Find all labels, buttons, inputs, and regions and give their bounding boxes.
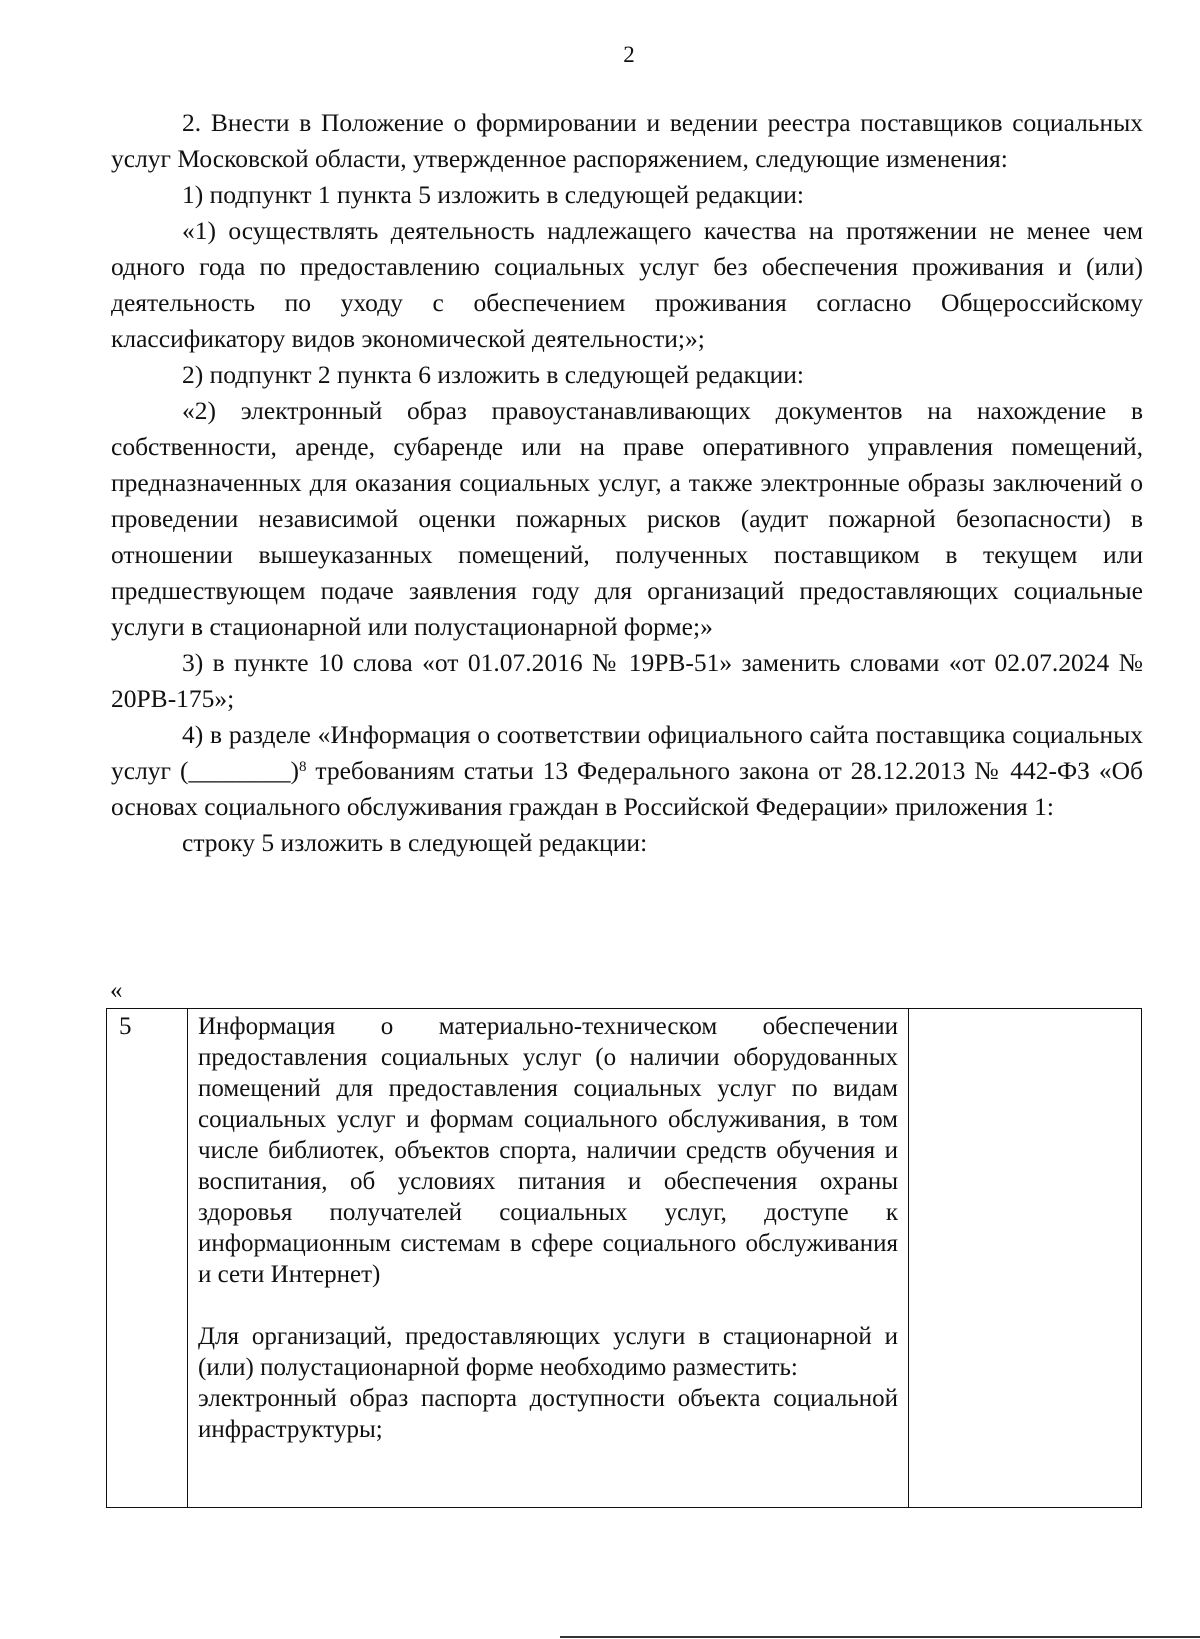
subitem-3-text: 3) в пункте 10 слова «от 01.07.2016 № 19РВ-51» заменить словами «от 02.07.2024 № 20РВ-175»; (111, 648, 1143, 713)
paragraph-item-2: 2. Внести в Положение о формировании и ведении реестра поставщиков социальных услуг Московской области, утвержденное распоряжением, следующие изменения: (111, 108, 1143, 173)
footnote-marker: 8 (298, 759, 307, 775)
subitem-4-text-end: требованиям статьи 13 Федерального закона от 28.12.2013 № 442-ФЗ «Об основах социального обслуживания граждан в Российской Федерации» приложения 1: (111, 756, 1143, 821)
replacement-row-table (106, 1008, 1142, 1508)
subitem-2-text: «2) электронный образ правоустанавливающих документов на нахождение в собственности, аренде, субаренде или на праве оперативного управления помещений, предназначенных для оказания социальных услуг, а также электронные образы заключений о проведении независимой оценки пожарных рисков (аудит пожарной безопасности) в отношении вышеуказанных помещений, полученных поставщиком в текущем или предшествующем подаче заявления году для организаций предоставляющих социальные услуги в стационарной или полустационарной форме;» (111, 396, 1143, 641)
page-number: 2 (623, 42, 635, 67)
document-body (111, 105, 1143, 861)
cell-spacer (198, 1290, 898, 1321)
row-5-instruction: строку 5 изложить в следующей редакции: (182, 828, 648, 857)
subitem-1-text: «1) осуществлять деятельность надлежащего качества на протяжении не менее чем одного года по предоставлению социальных услуг без обеспечения проживания и (или) деятельность по уходу с обеспечением проживания согласно Общероссийскому классификатору видов экономической деятельности;»; (111, 216, 1143, 353)
page-bottom-rule (560, 1636, 1200, 1638)
row-number-cell: 5 (107, 1009, 188, 1508)
row-description-organizations: Для организаций, предоставляющих услуги в стационарной и (или) полустационарной форме необходимо разместить: (198, 1323, 898, 1381)
row-description-passport: электронный образ паспорта доступности объекта социальной инфраструктуры; (198, 1385, 898, 1443)
opening-quote-mark: « (110, 977, 123, 1004)
row-empty-cell (909, 1009, 1142, 1508)
table-row (107, 1009, 1142, 1508)
subitem-2-heading: 2) подпункт 2 пункта 6 изложить в следующей редакции: (182, 360, 804, 389)
subitem-4-text (111, 717, 1143, 825)
row-description-main: Информация о материально-техническом обеспечении предоставления социальных услуг (о наличии оборудованных помещений для предоставления социальных услуг по видам социальных услуг и формам социального обслуживания, в том числе библиотек, объектов спорта, наличии средств обучения и воспитания, об условиях питания и обеспечения охраны здоровья получателей социальных услуг, доступе к информационным системам в сфере социального обслуживания и сети Интернет) (198, 1013, 898, 1288)
subitem-1-heading: 1) подпункт 1 пункта 5 изложить в следующей редакции: (182, 180, 804, 209)
row-description-cell (188, 1009, 909, 1508)
subitem-4-text-start: 4) в разделе «Информация о соответствии официального сайта поставщика социальных услуг (________) (111, 720, 1143, 785)
